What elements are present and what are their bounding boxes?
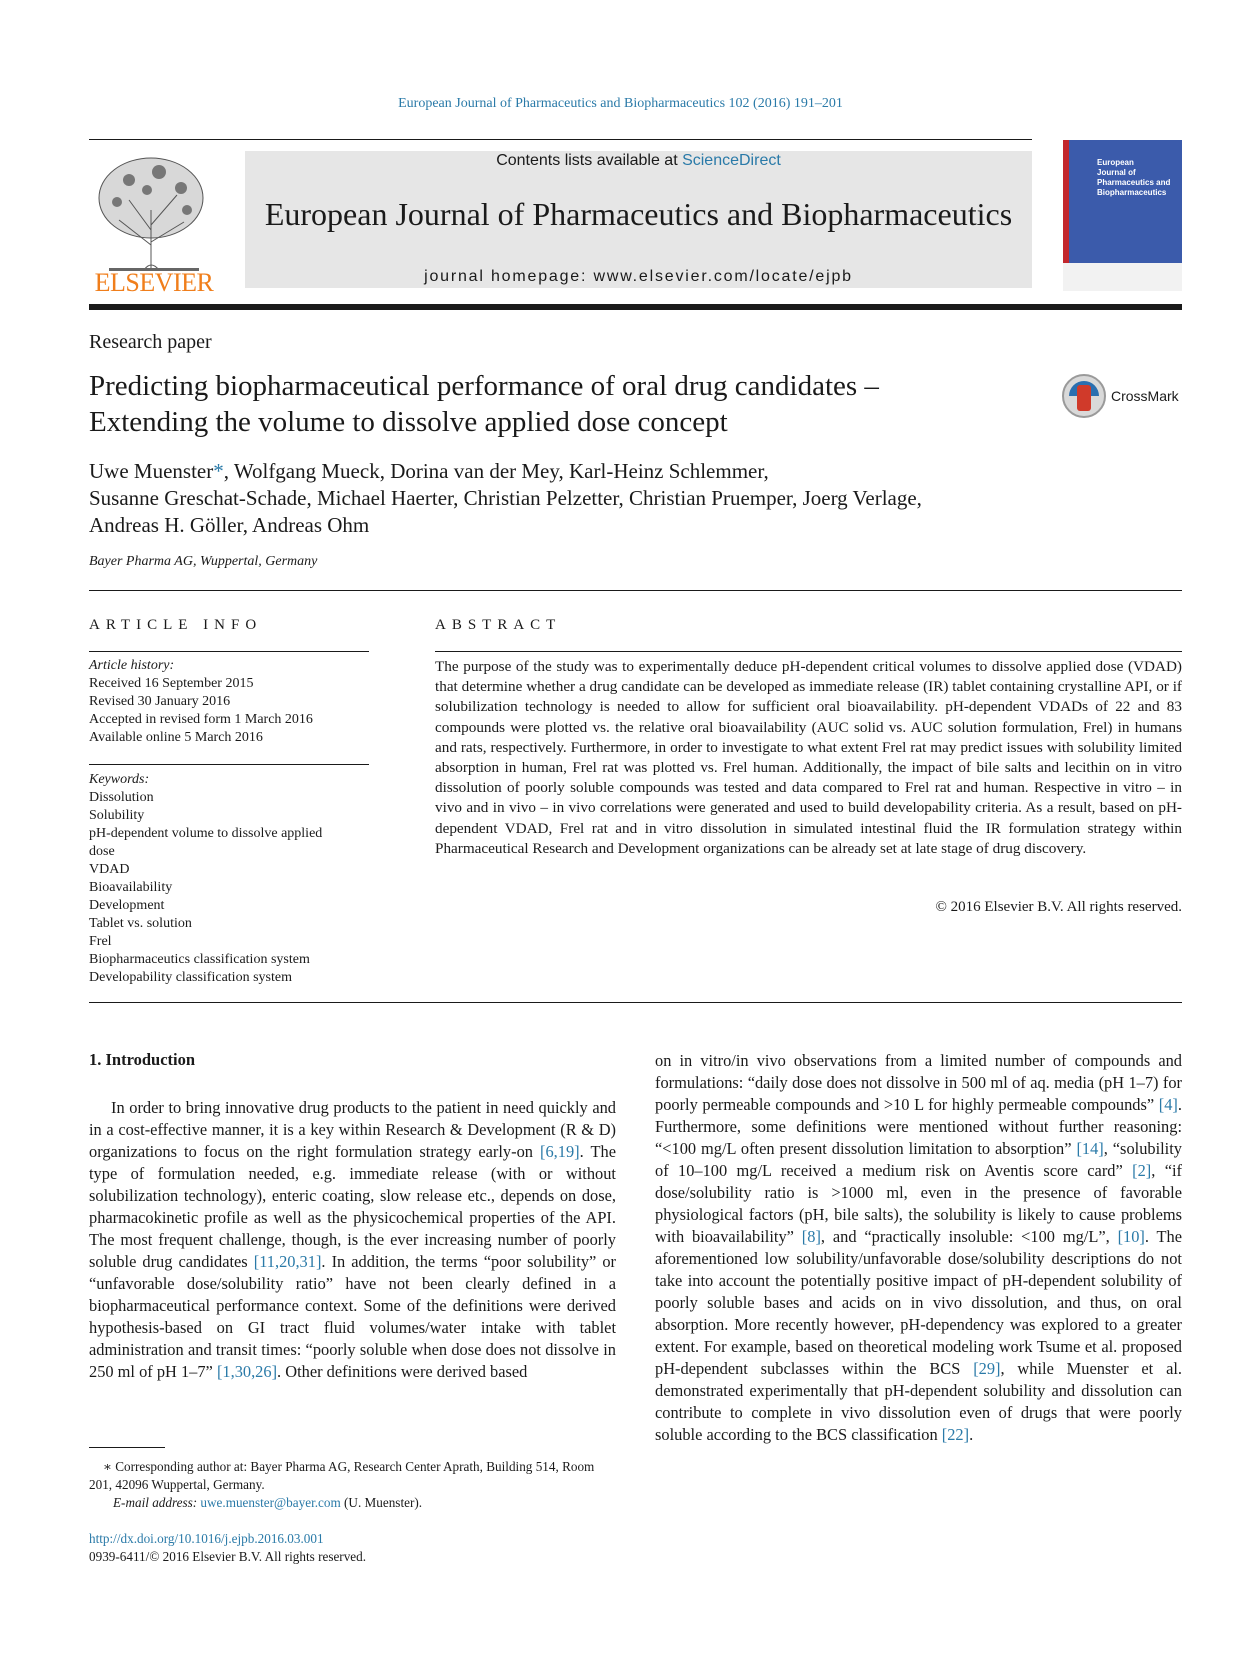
header-bottom-rule <box>89 304 1182 310</box>
article-info-heading: ARTICLE INFO <box>89 617 263 633</box>
citation-link[interactable]: [22] <box>941 1425 970 1444</box>
crossmark-label[interactable]: CrossMark <box>1111 388 1179 404</box>
keyword-item: Developability classification system <box>89 970 292 985</box>
keyword-item: dose <box>89 844 115 859</box>
keyword-item: Solubility <box>89 808 145 823</box>
intro-left-column: In order to bring innovative drug products to the patient in need quickly and in a cost-effective manner, it is a key within Research & Development (R & D) organizations to focus on the right formulation strategy early-on [6,19]. The type of formulation needed, e.g. immediate release (with or without solubilization technology), enteric coating, slow release etc., depends on dose, pharmacokinetic profile as well as the physicochemical properties of the API. The most frequent challenge, though, is the ever increasing number of poorly soluble drug candidates [11,20,31]. In addition, the terms “poor solubility” or “unfavorable dose/solubility ratio” have not been clearly defined in a biopharmaceutical performance context. Some of the definitions were derived hypothesis-based on GI tract fluid volumes/water intake with tablet administration and transit times: “poorly soluble when dose does not dissolve in 250 ml of pH 1–7” [1,30,26]. Other definitions were derived based <box>89 1098 616 1381</box>
doi-block <box>89 1530 366 1566</box>
citation-link[interactable]: [10] <box>1117 1227 1145 1246</box>
history-online: Available online 5 March 2016 <box>89 730 263 745</box>
doi-link[interactable]: http://dx.doi.org/10.1016/j.ejpb.2016.03.001 <box>89 1531 324 1546</box>
contents-line <box>245 152 1032 170</box>
citation-link[interactable]: [11,20,31] <box>253 1252 322 1271</box>
citation-link[interactable]: [1,30,26] <box>216 1362 278 1381</box>
journal-homepage[interactable]: journal homepage: www.elsevier.com/locate/ejpb <box>424 268 853 285</box>
keyword-item: pH-dependent volume to dissolve applied <box>89 826 323 841</box>
issn-line: 0939-6411/© 2016 Elsevier B.V. All rights reserved. <box>89 1549 367 1564</box>
citation-link[interactable]: [4] <box>1158 1095 1178 1114</box>
title-line-2: Extending the volume to dissolve applied dose concept <box>89 406 728 438</box>
journal-cover-thumbnail[interactable] <box>1063 140 1182 291</box>
article-info-rule <box>89 651 369 652</box>
keyword-item: Biopharmaceutics classification system <box>89 952 310 967</box>
journal-name: European Journal of Pharmaceutics and Biopharmaceutics <box>264 196 1013 232</box>
authors-line-2: Susanne Greschat-Schade, Michael Haerter, Christian Pelzetter, Christian Pruemper, Joerg Verlage, <box>89 486 922 510</box>
keywords-label: Keywords: <box>89 772 150 787</box>
front-matter-bottom-rule <box>89 1002 1182 1003</box>
corresponding-author[interactable]: Uwe Muenster <box>89 459 214 483</box>
elsevier-wordmark: ELSEVIER <box>94 268 214 297</box>
footnote-rule <box>89 1447 165 1448</box>
keyword-item: Tablet vs. solution <box>89 916 192 931</box>
corresponding-author-star[interactable]: * <box>213 459 224 483</box>
authors-line-1: Uwe Muenster*, Wolfgang Mueck, Dorina van der Mey, Karl-Heinz Schlemmer, <box>89 459 769 483</box>
abstract-text: The purpose of the study was to experimentally deduce pH-dependent critical volumes to dissolve applied dose (VDAD) that determine whether a drug candidate can be developed as immediate release (IR) tablet containing crystalline API, or if solubilization technology is needed to allow for sufficient oral bioavailability. pH-dependent VDADs of 22 and 83 compounds were plotted vs. the relative oral bioavailability (AUC solid vs. AUC solution formulation, Frel) in humans and rats, respectively. Furthermore, in order to investigate to what extent Frel rat may predict issues with solubility limited absorption in human, Frel rat was plotted vs. Frel human. Additionally, the impact of bile salts and lecithin on in vitro dissolution of poorly soluble compounds was tested and data compared to Frel rat and human. Respective in vitro – in vivo and in vivo – in vivo correlations were generated and used to build developability criteria. As a result, based on pH-dependent VDAD, Frel rat and in vitro dissolution in simulated intestinal fluid the IR formulation strategy within Pharmaceutical Research and Development organizations can be already set at late stage of drug discovery. <box>435 658 1182 857</box>
keyword-item: Bioavailability <box>89 880 173 895</box>
keyword-item: VDAD <box>89 862 130 877</box>
citation-link[interactable]: [14] <box>1076 1139 1104 1158</box>
abstract-copyright: © 2016 Elsevier B.V. All rights reserved. <box>935 899 1182 915</box>
cover-title: European Journal of Pharmaceutics and Biopharmaceutics <box>1097 158 1171 197</box>
footnote-email-line: E-mail address: uwe.muenster@bayer.com (U. Muenster). <box>113 1495 423 1510</box>
keyword-item: Frel <box>89 934 112 949</box>
authors-line-3: Andreas H. Göller, Andreas Ohm <box>89 513 370 537</box>
article-title <box>89 368 1019 440</box>
sciencedirect-link[interactable]: ScienceDirect <box>682 152 781 169</box>
intro-right-column: on in vitro/in vivo observations from a limited number of compounds and formulations: “daily dose does not dissolve in 500 ml of aq. media (pH 1–7) for poorly permeable compounds and >10 L for highly permeable compounds” [4]. Furthermore, some definitions were mentioned without further reasoning: “<100 mg/L often present dissolution limitation to absorption” [14], “solubility of 10–100 mg/L received a medium risk on Aventis score card” [2], “if dose/solubility ratio is >1000 ml, even in the presence of favorable physiological factors (pH, bile salts), the solubility is likely to cause problems with bioavailability” [8], and “practically insoluble: <100 mg/L”, [10]. The aforementioned low solubility/unfavorable dose/solubility descriptions do not take into account the potentially positive impact of pH-dependent solubility of poorly soluble bases and acids on in vivo dissolution, and thus, on oral absorption. More recently however, pH-dependency was explored to a greater extent. For example, based on theoretical modeling work Tsume et al. proposed pH-dependent subclasses within the BCS [29], while Muenster et al. demonstrated experimentally that pH-dependent solubility and dissolution can contribute to complete in vivo dissolution even of drugs that were poorly soluble according to the BCS classification [22]. <box>655 1051 1183 1444</box>
history-revised: Revised 30 January 2016 <box>89 694 231 709</box>
corresponding-footnote <box>89 1458 616 1512</box>
keywords-rule <box>89 764 369 765</box>
citation-link[interactable]: [6,19] <box>540 1142 580 1161</box>
history-label: Article history: <box>89 658 175 673</box>
keyword-item: Dissolution <box>89 790 154 805</box>
article-type: Research paper <box>89 331 212 353</box>
citation-link[interactable]: [29] <box>973 1359 1001 1378</box>
citation-link[interactable]: [8] <box>801 1227 821 1246</box>
affiliation: Bayer Pharma AG, Wuppertal, Germany <box>89 554 318 569</box>
author-list <box>89 458 1189 539</box>
journal-citation[interactable]: European Journal of Pharmaceutics and Biopharmaceutics 102 (2016) 191–201 <box>398 96 843 111</box>
email-link[interactable]: uwe.muenster@bayer.com <box>200 1495 341 1510</box>
crossmark-icon[interactable] <box>1061 373 1107 419</box>
history-received: Received 16 September 2015 <box>89 676 254 691</box>
introduction-heading: 1. Introduction <box>89 1050 196 1069</box>
contents-prefix: Contents lists available at <box>496 152 683 169</box>
article-history <box>89 657 369 747</box>
title-bottom-rule <box>89 590 1182 591</box>
cover-footer <box>1063 263 1182 291</box>
keywords-list <box>89 771 369 987</box>
keyword-item: Development <box>89 898 165 913</box>
footnote-text: ∗ Corresponding author at: Bayer Pharma AG, Research Center Aprath, Building 514, Room 201, 42096 Wuppertal, Germany. <box>89 1459 595 1492</box>
header-top-rule <box>89 139 1032 140</box>
citation-link[interactable]: [2] <box>1132 1161 1152 1180</box>
abstract-heading: ABSTRACT <box>435 617 562 633</box>
abstract-rule <box>435 651 1182 652</box>
history-accepted: Accepted in revised form 1 March 2016 <box>89 712 313 727</box>
title-line-1: Predicting biopharmaceutical performance of oral drug candidates – <box>89 370 879 402</box>
